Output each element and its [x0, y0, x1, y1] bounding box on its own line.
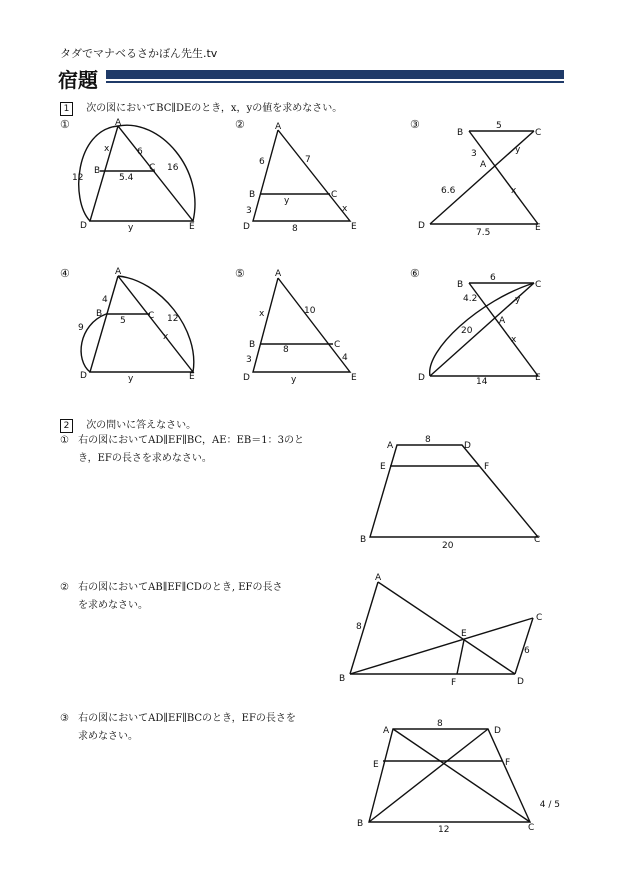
fig6-label-6: 6: [490, 273, 496, 283]
g1-trapezoid: [370, 445, 538, 537]
q2-p1-line1: 右の図においてAD∥EF∥BC，AE：EB＝1：3のと: [78, 435, 304, 446]
fig4-label-5: 5: [120, 316, 126, 326]
fig1-label-b: B: [94, 166, 101, 176]
g3-label-a: A: [383, 726, 390, 736]
figure-2: [243, 122, 357, 234]
g2-label-d: D: [517, 677, 524, 687]
q1-sub-5: ⑤: [235, 267, 245, 280]
fig4-label-d: D: [80, 371, 87, 381]
fig6-segment-be: [469, 283, 538, 376]
g2-segment-ab: [350, 582, 378, 674]
figure-q2-2: [339, 573, 542, 688]
q1-sub-2: ②: [235, 118, 245, 131]
fig1-label-e: E: [189, 222, 195, 232]
fig3-segment-be: [469, 131, 538, 224]
g3-label-8: 8: [437, 719, 443, 729]
fig4-label-b: B: [96, 309, 103, 319]
fig5-label-8: 8: [283, 345, 289, 355]
fig4-label-12: 12: [167, 314, 179, 324]
figure-4: [78, 267, 195, 384]
fig5-triangle: [253, 278, 350, 372]
fig3-label-3: 3: [471, 149, 477, 159]
q1-sub-6: ⑥: [410, 267, 420, 280]
fig3-label-a: A: [480, 160, 487, 170]
figure-q2-1: [360, 435, 540, 551]
fig5-label-y: y: [291, 375, 297, 385]
g3-label-e: E: [373, 760, 379, 770]
g2-segment-ef: [457, 640, 464, 674]
fig2-label-3: 3: [246, 206, 252, 216]
fig3-label-b: B: [457, 128, 464, 138]
fig4-label-4: 4: [102, 295, 108, 305]
g3-trapezoid: [369, 729, 530, 822]
fig5-label-e: E: [351, 373, 357, 383]
fig6-label-d: D: [418, 373, 425, 383]
fig3-label-e: E: [535, 223, 541, 233]
g1-label-8: 8: [425, 435, 431, 445]
fig3-label-y: y: [515, 145, 521, 155]
q2-p1-num: ①: [60, 435, 69, 446]
fig2-triangle: [253, 130, 350, 221]
q2-p3-num: ③: [60, 713, 69, 724]
fig6-label-20: 20: [461, 326, 473, 336]
figure-q2-3: [357, 719, 534, 835]
fig1-triangle: [90, 126, 193, 221]
fig6-label-c: C: [535, 280, 542, 290]
fig4-label-x: x: [163, 332, 169, 342]
fig2-label-d: D: [243, 222, 250, 232]
fig3-label-d: D: [418, 221, 425, 231]
g2-label-a: A: [375, 573, 382, 583]
fig5-label-c: C: [334, 340, 341, 350]
g2-label-8: 8: [356, 622, 362, 632]
fig3-label-7-5: 7.5: [476, 228, 491, 238]
question-1-text: 次の図においてBC∥DEのとき，x，yの値を求めなさい。: [86, 103, 343, 114]
g2-segment-bc: [350, 618, 533, 674]
fig2-label-6: 6: [259, 157, 265, 167]
fig4-label-9: 9: [78, 323, 84, 333]
g3-label-c: C: [528, 823, 535, 833]
figure-3: [418, 121, 541, 238]
fig6-label-a: A: [499, 316, 506, 326]
fig1-label-6: 6: [137, 147, 143, 157]
g2-label-6: 6: [524, 646, 530, 656]
fig6-label-y: y: [515, 295, 521, 305]
g2-label-f: F: [451, 678, 457, 688]
q1-sub-1: ①: [60, 118, 70, 131]
fig6-label-4-2: 4.2: [463, 294, 478, 304]
q1-sub-3: ③: [410, 118, 420, 131]
fig4-label-a: A: [115, 267, 122, 277]
fig6-label-x: x: [511, 335, 517, 345]
fig2-label-b: B: [249, 190, 256, 200]
fig5-label-4: 4: [342, 353, 348, 363]
fig2-label-y: y: [284, 196, 290, 206]
q2-p3-line2: 求めなさい。: [78, 731, 138, 742]
figure-1: [72, 118, 195, 233]
g1-label-d: D: [464, 441, 471, 451]
fig2-label-c: C: [331, 190, 338, 200]
fig1-label-12: 12: [72, 173, 84, 183]
fig4-label-e: E: [189, 372, 195, 382]
fig6-label-14: 14: [476, 377, 488, 387]
fig5-label-3: 3: [246, 355, 252, 365]
g2-label-b: B: [339, 674, 346, 684]
figure-6: [418, 273, 541, 387]
fig1-label-a: A: [115, 118, 122, 128]
fig2-label-x: x: [342, 204, 348, 214]
fig4-label-c: C: [148, 311, 155, 321]
fig3-label-x: x: [511, 186, 517, 196]
g2-segment-ad: [378, 582, 515, 674]
g1-label-c: C: [534, 535, 541, 545]
fig1-label-16: 16: [167, 163, 179, 173]
fig2-label-8: 8: [292, 224, 298, 234]
fig1-label-c: C: [149, 163, 156, 173]
page-number: 4 / 5: [539, 800, 560, 810]
g1-label-a: A: [387, 441, 394, 451]
g3-label-d: D: [494, 726, 501, 736]
g3-label-f: F: [505, 758, 511, 768]
g3-diagonal-bd: [369, 729, 488, 822]
fig6-label-b: B: [457, 280, 464, 290]
q2-p2-num: ②: [60, 582, 69, 593]
q2-p3-line1: 右の図においてAD∥EF∥BCのとき，EFの長さを: [78, 713, 296, 724]
fig2-label-7: 7: [305, 155, 311, 165]
page-title: 宿題: [58, 68, 98, 92]
g2-label-c: C: [536, 613, 543, 623]
q2-p2-line2: を求めなさい。: [78, 600, 148, 611]
fig5-label-b: B: [249, 340, 256, 350]
fig6-label-e: E: [535, 373, 541, 383]
fig3-label-6-6: 6.6: [441, 186, 456, 196]
site-name: タダでマナベるさかぼん先生.tv: [60, 47, 218, 60]
g1-label-f: F: [484, 462, 490, 472]
question-2-number: 2: [60, 419, 73, 433]
fig1-label-y: y: [128, 223, 134, 233]
fig5-label-10: 10: [304, 306, 316, 316]
g1-label-20: 20: [442, 541, 454, 551]
fig3-label-c: C: [535, 128, 542, 138]
q1-sub-4: ④: [60, 267, 70, 280]
fig5-label-x: x: [259, 309, 265, 319]
g2-label-e: E: [461, 629, 467, 639]
q2-p2-line1: 右の図においてAB∥EF∥CDのとき, EFの長さ: [78, 582, 283, 593]
fig3-label-5: 5: [496, 121, 502, 131]
g1-label-e: E: [380, 462, 386, 472]
q2-p1-line2: き，EFの長さを求めなさい。: [78, 453, 212, 464]
fig2-label-e: E: [351, 222, 357, 232]
figure-5: [243, 269, 357, 385]
fig1-label-5-4: 5.4: [119, 173, 134, 183]
fig5-label-a: A: [275, 269, 282, 279]
fig4-triangle: [90, 276, 193, 372]
question-1-number: 1: [60, 102, 73, 116]
fig4-label-y: y: [128, 374, 134, 384]
fig1-label-d: D: [80, 221, 87, 231]
fig4-arc-left: [81, 314, 106, 372]
g3-label-b: B: [357, 819, 364, 829]
fig5-label-d: D: [243, 373, 250, 383]
fig2-label-a: A: [275, 122, 282, 132]
g1-label-b: B: [360, 535, 367, 545]
question-2-text: 次の問いに答えなさい。: [86, 420, 197, 431]
fig1-label-x: x: [104, 144, 110, 154]
g3-label-12: 12: [438, 825, 450, 835]
